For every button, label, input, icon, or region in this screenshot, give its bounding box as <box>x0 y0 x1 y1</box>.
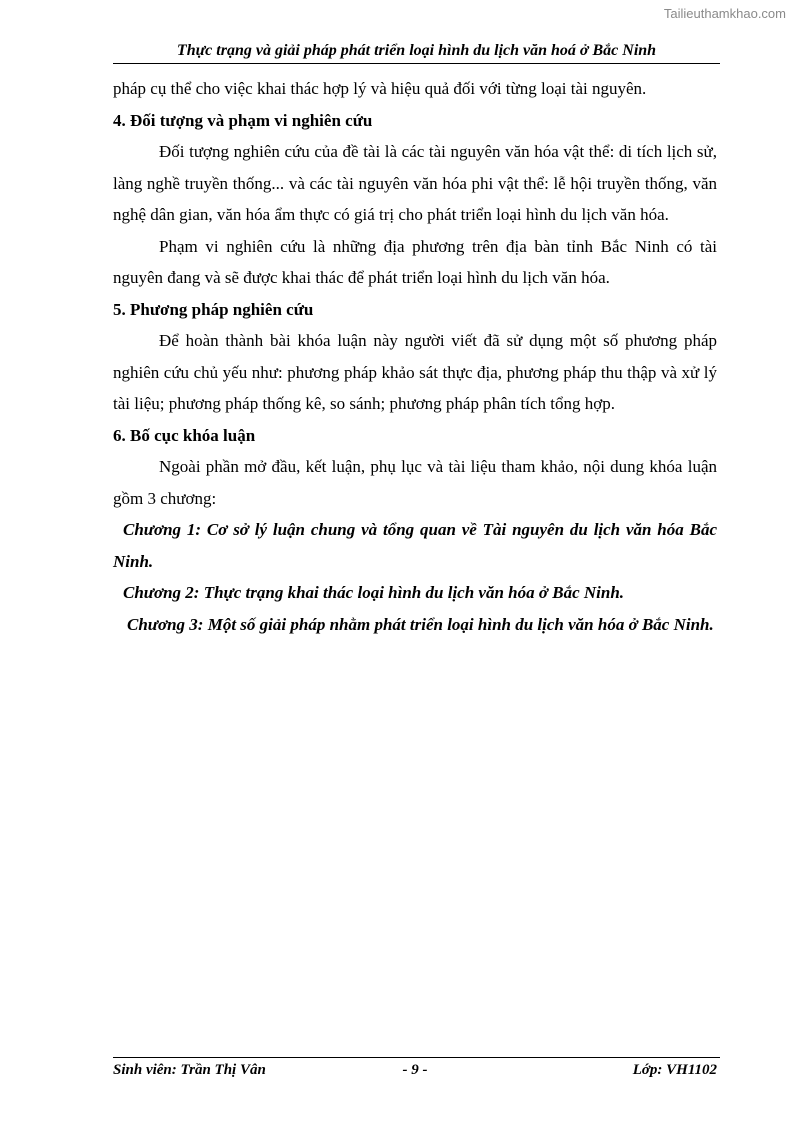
chapter-1-item: Chương 1: Cơ sở lý luận chung và tổng quan về Tài nguyên du lịch văn hóa Bắc Ninh. <box>113 520 717 571</box>
header-divider <box>113 63 720 64</box>
watermark: Tailieuthamkhao.com <box>663 6 786 21</box>
footer-divider <box>113 1057 720 1058</box>
paragraph-research-methods: Để hoàn thành bài khóa luận này người viết đã sử dụng một số phương pháp nghiên cứu chủ yếu như: phương pháp khảo sát thực địa, phương pháp thu thập và xử lý tài liệu; phương pháp thống kê, so sánh; phương pháp phân tích tổng hợp. <box>113 331 717 413</box>
running-header: Thực trạng và giải pháp phát triển loại hình du lịch văn hoá ở Bắc Ninh <box>176 42 657 59</box>
page-number: - 9 - <box>402 1062 428 1078</box>
paragraph-structure: Ngoài phần mở đầu, kết luận, phụ lục và tài liệu tham khảo, nội dung khóa luận gồm 3 chương: <box>113 457 717 508</box>
section-heading-4: 4. Đối tượng và phạm vi nghiên cứu <box>113 110 373 130</box>
section-heading-6: 6. Bố cục khóa luận <box>113 425 256 445</box>
paragraph-research-scope: Phạm vi nghiên cứu là những địa phương trên địa bàn tỉnh Bắc Ninh có tài nguyên đang và sẽ được khai thác để phát triển loại hình du lịch văn hóa. <box>113 236 717 287</box>
section-heading-5: 5. Phương pháp nghiên cứu <box>113 299 314 319</box>
page-body <box>113 73 717 640</box>
footer-student: Sinh viên: Trần Thị Vân <box>113 1062 266 1078</box>
footer-class: Lớp: VH1102 <box>632 1062 717 1078</box>
chapter-3-item: Chương 3: Một số giải pháp nhằm phát triển loại hình du lịch văn hóa ở Bắc Ninh. <box>127 614 714 634</box>
chapter-2-item: Chương 2: Thực trạng khai thác loại hình du lịch văn hóa ở Bắc Ninh. <box>123 583 625 602</box>
paragraph-research-object: Đối tượng nghiên cứu của đề tài là các tài nguyên văn hóa vật thể: di tích lịch sử, làng nghề truyền thống... và các tài nguyên văn hóa phi vật thể: lễ hội truyền thống, văn nghệ dân gian, văn hóa ẩm thực có giá trị cho phát triển loại hình du lịch văn hóa. <box>113 142 717 224</box>
paragraph-continuation: pháp cụ thể cho việc khai thác hợp lý và hiệu quả đối với từng loại tài nguyên. <box>113 79 647 98</box>
